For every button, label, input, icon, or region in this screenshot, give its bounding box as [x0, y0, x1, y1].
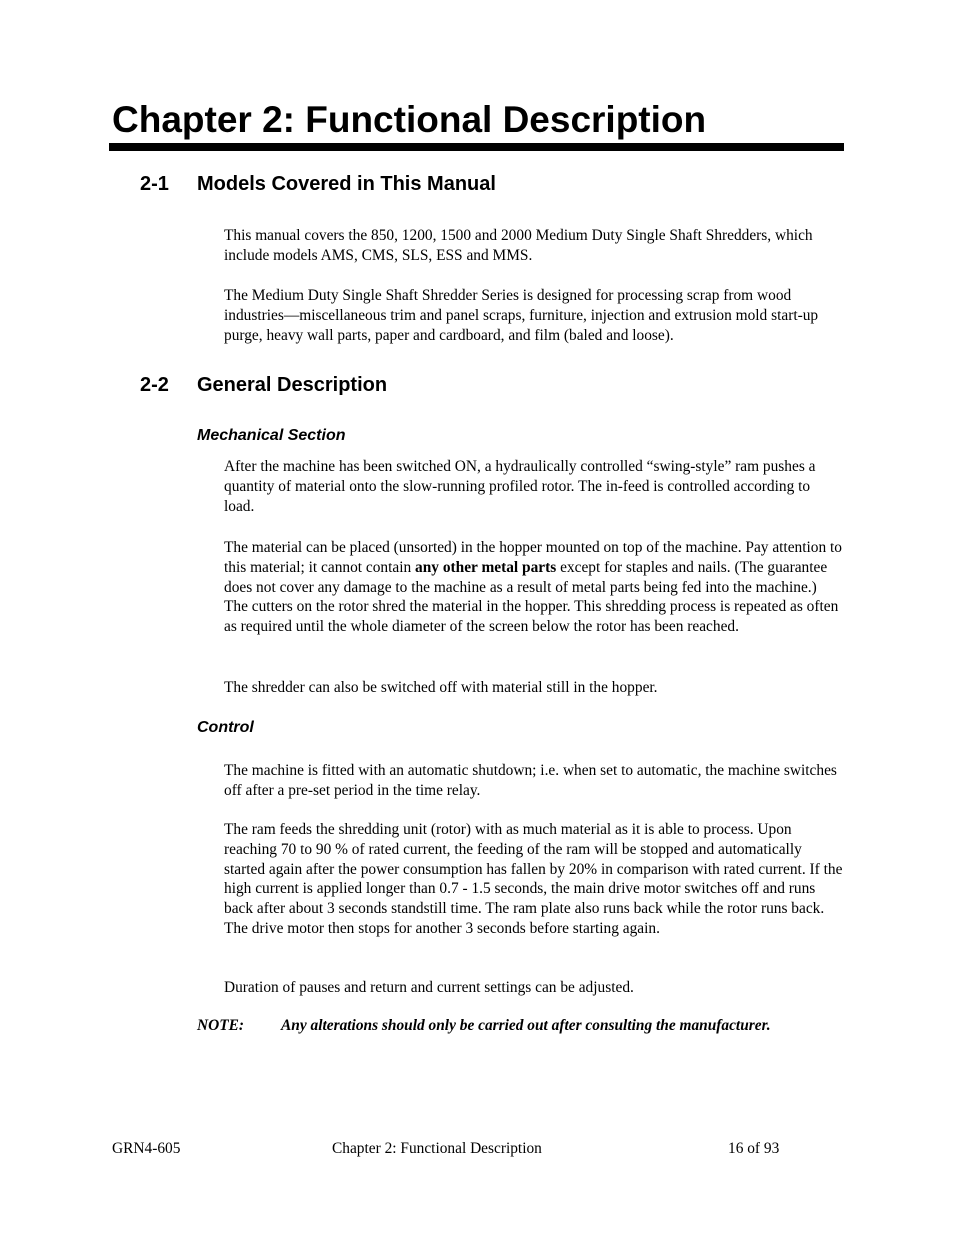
section-heading-2-2 [140, 372, 387, 398]
subsection-heading-mechanical: Mechanical Section [197, 427, 346, 444]
section-heading-2-1 [140, 171, 496, 197]
footer-chapter: Chapter 2: Functional Description [332, 1140, 542, 1157]
paragraph-text: The material can be placed (unsorted) in the hopper mounted on top of the machine. Pay attention to this material; it cannot contain [224, 539, 842, 576]
paragraph: This manual covers the 850, 1200, 1500 and 2000 Medium Duty Single Shaft Shredders, which include models AMS, CMS, SLS, ESS and MMS. [224, 227, 813, 264]
section-number: 2-1 [140, 173, 169, 195]
title-rule [109, 143, 844, 151]
paragraph: Duration of pauses and return and current settings can be adjusted. [224, 979, 634, 996]
section-number: 2-2 [140, 374, 169, 396]
section-title: Models Covered in This Manual [197, 173, 496, 195]
emphasis-text: any other metal parts [415, 558, 557, 576]
note-text: Any alterations should only be carried out after consulting the manufacturer. [281, 1017, 771, 1034]
footer-page-number: 16 of 93 [728, 1140, 780, 1157]
paragraph: The Medium Duty Single Shaft Shredder Series is designed for processing scrap from wood industries—miscellaneous trim and panel scraps, furniture, injection and extrusion mold start-up purge, heavy wall parts, paper and cardboard, and film (baled and loose). [224, 287, 819, 344]
paragraph: The machine is fitted with an automatic shutdown; i.e. when set to automatic, the machine switches off after a pre-set period in the time relay. [224, 762, 837, 799]
paragraph: The shredder can also be switched off with material still in the hopper. [224, 679, 658, 696]
note-label: NOTE: [197, 1017, 245, 1034]
subsection-heading-control: Control [197, 719, 254, 736]
footer-doc-id: GRN4-605 [112, 1140, 181, 1157]
chapter-title: Chapter 2: Functional Description [112, 99, 707, 140]
paragraph: After the machine has been switched ON, a hydraulically controlled “swing-style” ram pushes a quantity of material onto the slow-running profiled rotor. The in-feed is controlled according to load. [224, 458, 816, 515]
paragraph: The ram feeds the shredding unit (rotor) with as much material as it is able to process. Upon reaching 70 to 90 % of rated current, the feeding of the ram will be stopped and automatically started again after the power consumption has fallen by 20% in comparison with rated current. If the high current is applied longer than 0.7 - 1.5 seconds, the main drive motor switches off and runs back after about 3 seconds standstill time. The ram plate also runs back while the rotor runs back. The drive motor then stops for another 3 seconds before starting again. [224, 821, 843, 937]
paragraph-text: except for staples and nails. (The guarantee does not cover any damage to the machine as a result of metal parts being fed into the machine.) The cutters on the rotor shred the material in the hopper. This shredding process is repeated as often as required until the whole diameter of the screen below the rotor has been reached. [224, 558, 839, 636]
section-title: General Description [197, 374, 388, 396]
note [197, 1016, 857, 1036]
paragraph [224, 538, 844, 637]
